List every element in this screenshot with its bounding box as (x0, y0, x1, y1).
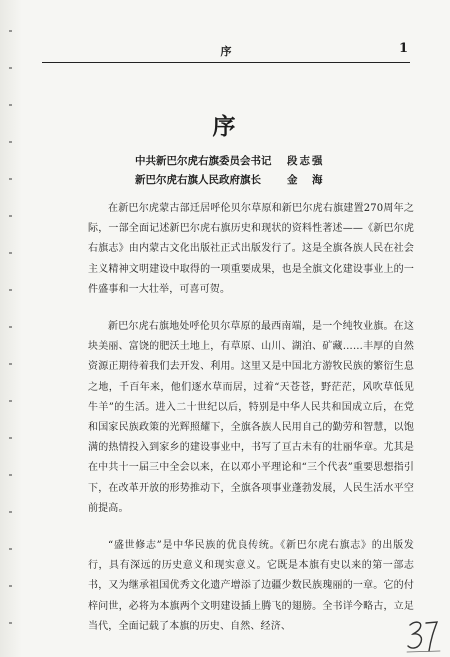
signatory-row (135, 153, 375, 172)
signatory-role: 中共新巴尔虎右旗委员会书记 (135, 155, 272, 167)
body-paragraph: 新巴尔虎右旗地处呼伦贝尔草原的最西南端，是一个纯牧业旗。在这块美丽、富饶的肥沃土地上，有草原、山川、湖泊、矿藏……丰厚的自然资源正期待着我们去开发、利用。这里又是中国北方游牧民族的繁衍生息之地，千百年来，他们逐水草而居，过着“天苍苍，野茫茫，风吹草低见牛羊”的生活。进入二十世纪以后，特别是中华人民共和国成立后，在党和国家民族政策的光辉照耀下，全旗各族人民用自己的勤劳和智慧，以饱满的热情投入到家乡的建设事业中，书写了亘古未有的壮丽华章。尤其是在中共十一届三中全会以来，在以邓小平理论和“三个代表”重要思想指引下，在改革开放的形势推动下，全旗各项事业蓬勃发展，人民生活水平空前提高。 (88, 321, 414, 514)
body-paragraph: “盛世修志”是中华民族的优良传统。《新巴尔虎右旗志》的出版发行，具有深远的历史意义和现实意义。它既是本旗有史以来的第一部志书，又为继承祖国优秀文化遗产增添了边疆少数民族瑰丽的一章。它的付梓问世，必将为本旗两个文明建设插上腾飞的翅膀。全书详今略古，立足当代，全面记载了本旗的历史、自然、经济、 (88, 540, 414, 632)
scan-edge-shadow (0, 0, 22, 657)
handwritten-page-mark (404, 618, 444, 654)
running-header (42, 40, 410, 63)
body-paragraph: 在新巴尔虎蒙古部迁居呼伦贝尔草原和新巴尔虎右旗建置270周年之际，一部全面记述新巴尔虎右旗历史和现状的资料性著述——《新巴尔虎右旗志》由内蒙古文化出版社正式出版发行了。这是全旗各族人民在社会主义精神文明建设中取得的一项重要成果，也是全旗文化建设事业上的一件盛事和一大壮举，可喜可贺。 (88, 203, 414, 295)
signatory-role: 新巴尔虎右旗人民政府旗长 (135, 174, 261, 186)
signatory-name: 金 海 (287, 174, 325, 186)
running-header-title: 序 (220, 45, 232, 58)
preface-title: 序 (212, 113, 238, 140)
signatory-name: 段志强 (287, 155, 325, 167)
signatories (135, 153, 375, 191)
preface-body (88, 199, 414, 637)
signatory-row (135, 172, 375, 191)
page-number: 1 (398, 41, 408, 56)
